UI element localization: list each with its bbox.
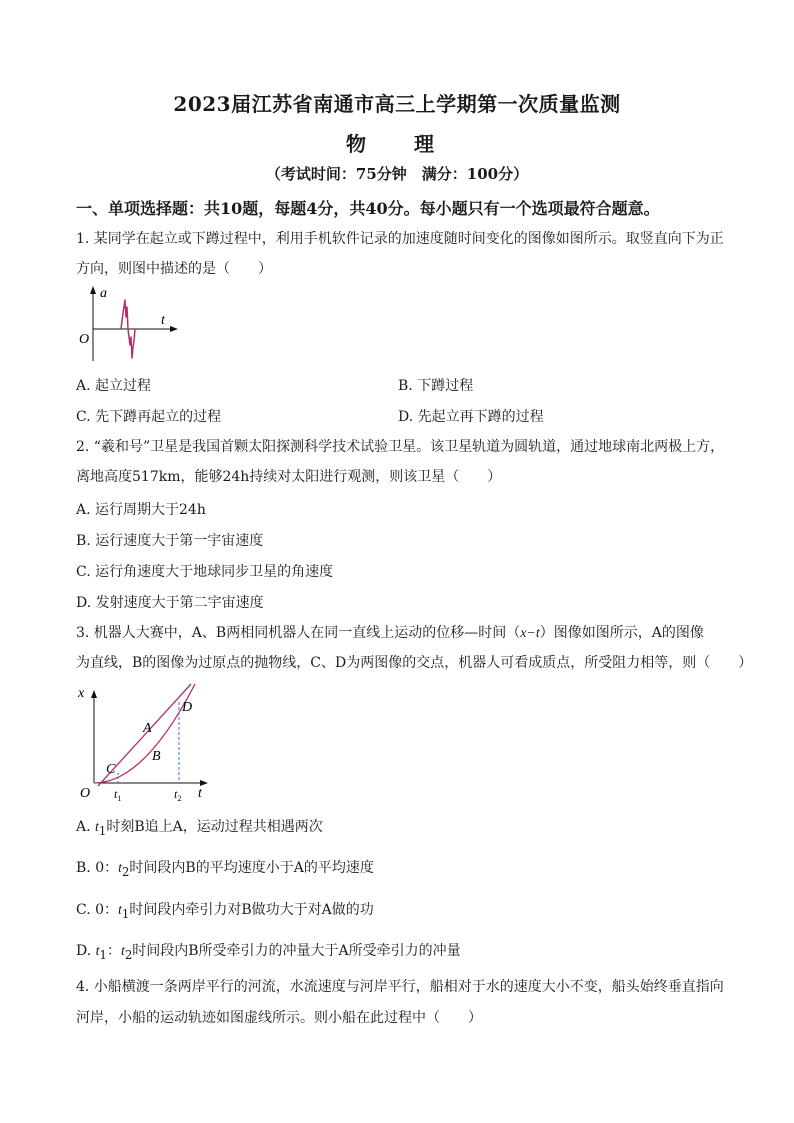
q4-stem-line1: 4. 小船横渡一条两岸平行的河流，水流速度与河岸平行，船相对于水的速度大小不变，船头始终垂直指向 [76, 979, 724, 995]
q3-option-d-t1: t [95, 944, 100, 959]
q1-option-c[interactable]: C. 先下蹲再起立的过程 [76, 409, 222, 425]
q3-point-d-label: D [182, 700, 193, 715]
q3-stem-line1-start: 3. 机器人大赛中，A、B两相同机器人在同一直线上运动的位移—时间（ [76, 625, 521, 641]
q2-option-b[interactable]: B. 运行速度大于第一宇宙速度 [76, 533, 264, 549]
exam-info: （考试时间：75分钟 满分：100分） [265, 165, 529, 183]
q3-option-a-prefix: A. [76, 819, 96, 835]
q3-option-b[interactable] [76, 857, 374, 879]
q1-y-label: a [100, 286, 107, 301]
q4-stem-line2: 河岸，小船的运动轨迹如图虚线所示。则小船在此过程中（ ） [76, 1010, 482, 1026]
q3-option-a-t: t [95, 820, 99, 835]
q3-x-label: t [198, 786, 202, 801]
q3-t2-label: $t_2$ [174, 787, 182, 802]
q3-option-d[interactable] [76, 940, 461, 962]
q3-option-a[interactable] [76, 816, 323, 838]
q2-stem-line1: 2. “羲和号”卫星是我国首颗太阳探测科学技术试验卫星。该卫星轨道为圆轨道，通过地球南北两极上方， [76, 439, 725, 455]
q1-stem-line2: 方向，则图中描述的是（ ） [76, 261, 272, 277]
q3-option-d-t2: t [120, 944, 125, 959]
q3-t1-label: $t_1$ [114, 787, 122, 802]
q3-option-d-text: 时间段内B所受牵引力的冲量大于A所受牵引力的冲量 [132, 943, 461, 959]
q3-option-c-t: t [118, 903, 122, 918]
q3-option-c-prefix: C. 0： [76, 902, 119, 918]
q3-option-c[interactable] [76, 899, 374, 921]
q3-option-a-sub: 1 [98, 823, 107, 838]
q1-option-d[interactable]: D. 先起立再下蹲的过程 [398, 409, 544, 425]
q3-line-a-label: A [143, 721, 152, 736]
q2-stem-line2: 离地高度517km，能够24h持续对太阳进行观测，则该卫星（ ） [76, 469, 502, 485]
q2-option-a[interactable]: A. 运行周期大于24h [76, 502, 206, 518]
q3-displacement-graph [74, 682, 214, 802]
q3-option-c-text: 时间段内牵引力对B做功大于对A做的功 [129, 902, 374, 918]
q3-option-b-sub: 2 [122, 864, 130, 879]
q3-stem-line2: 为直线，B的图像为过原点的抛物线，C、D为两图像的交点，机器人可看成质点，所受阻力相等，则（ ） [76, 655, 753, 671]
section-heading: 一、单项选择题：共10题，每题4分，共40分。每小题只有一个选项最符合题意。 [76, 199, 660, 218]
q3-option-b-t: t [118, 861, 122, 876]
q3-option-b-prefix: B. 0： [76, 860, 119, 876]
q3-point-c-label: C [106, 762, 116, 777]
q3-option-d-sub1: 1 [99, 947, 107, 962]
q3-option-b-text: 时间段内B的平均速度小于A的平均速度 [129, 860, 374, 876]
q3-y-arrow [91, 690, 97, 698]
q3-y-label: x [78, 686, 85, 701]
q1-option-b[interactable]: B. 下蹲过程 [398, 378, 474, 394]
q2-option-d[interactable]: D. 发射速度大于第二宇宙速度 [76, 595, 264, 611]
q1-x-arrow [170, 326, 178, 332]
q3-stem-line1-end: ）图像如图所示，A的图像 [539, 625, 704, 641]
q3-stem-math: x−t [520, 626, 540, 641]
q3-origin-label: O [80, 786, 91, 801]
q1-x-label: t [161, 313, 165, 328]
q3-option-c-sub: 1 [121, 906, 130, 921]
q1-option-a[interactable]: A. 起立过程 [76, 378, 152, 394]
q2-option-c[interactable]: C. 运行角速度大于地球同步卫星的角速度 [76, 564, 334, 580]
q1-y-arrow [90, 286, 96, 294]
q3-option-d-colon: ： [106, 943, 121, 959]
q1-acceleration-graph [72, 283, 182, 365]
q3-option-d-prefix: D. [76, 943, 96, 959]
q3-option-a-text: 时刻B追上A，运动过程共相遇两次 [106, 819, 323, 835]
q1-origin-label: O [79, 332, 90, 347]
q3-option-d-sub2: 2 [124, 947, 133, 962]
exam-title: 2023届江苏省南通市高三上学期第一次质量监测 [173, 92, 621, 116]
q3-curve-b-label: B [152, 749, 161, 764]
q1-stem-line1: 1. 某同学在起立或下蹲过程中，利用手机软件记录的加速度随时间变化的图像如图所示。取竖直向下为正 [76, 231, 724, 247]
subject-title: 物 理 [346, 132, 448, 156]
q3-stem-line1 [76, 623, 704, 644]
